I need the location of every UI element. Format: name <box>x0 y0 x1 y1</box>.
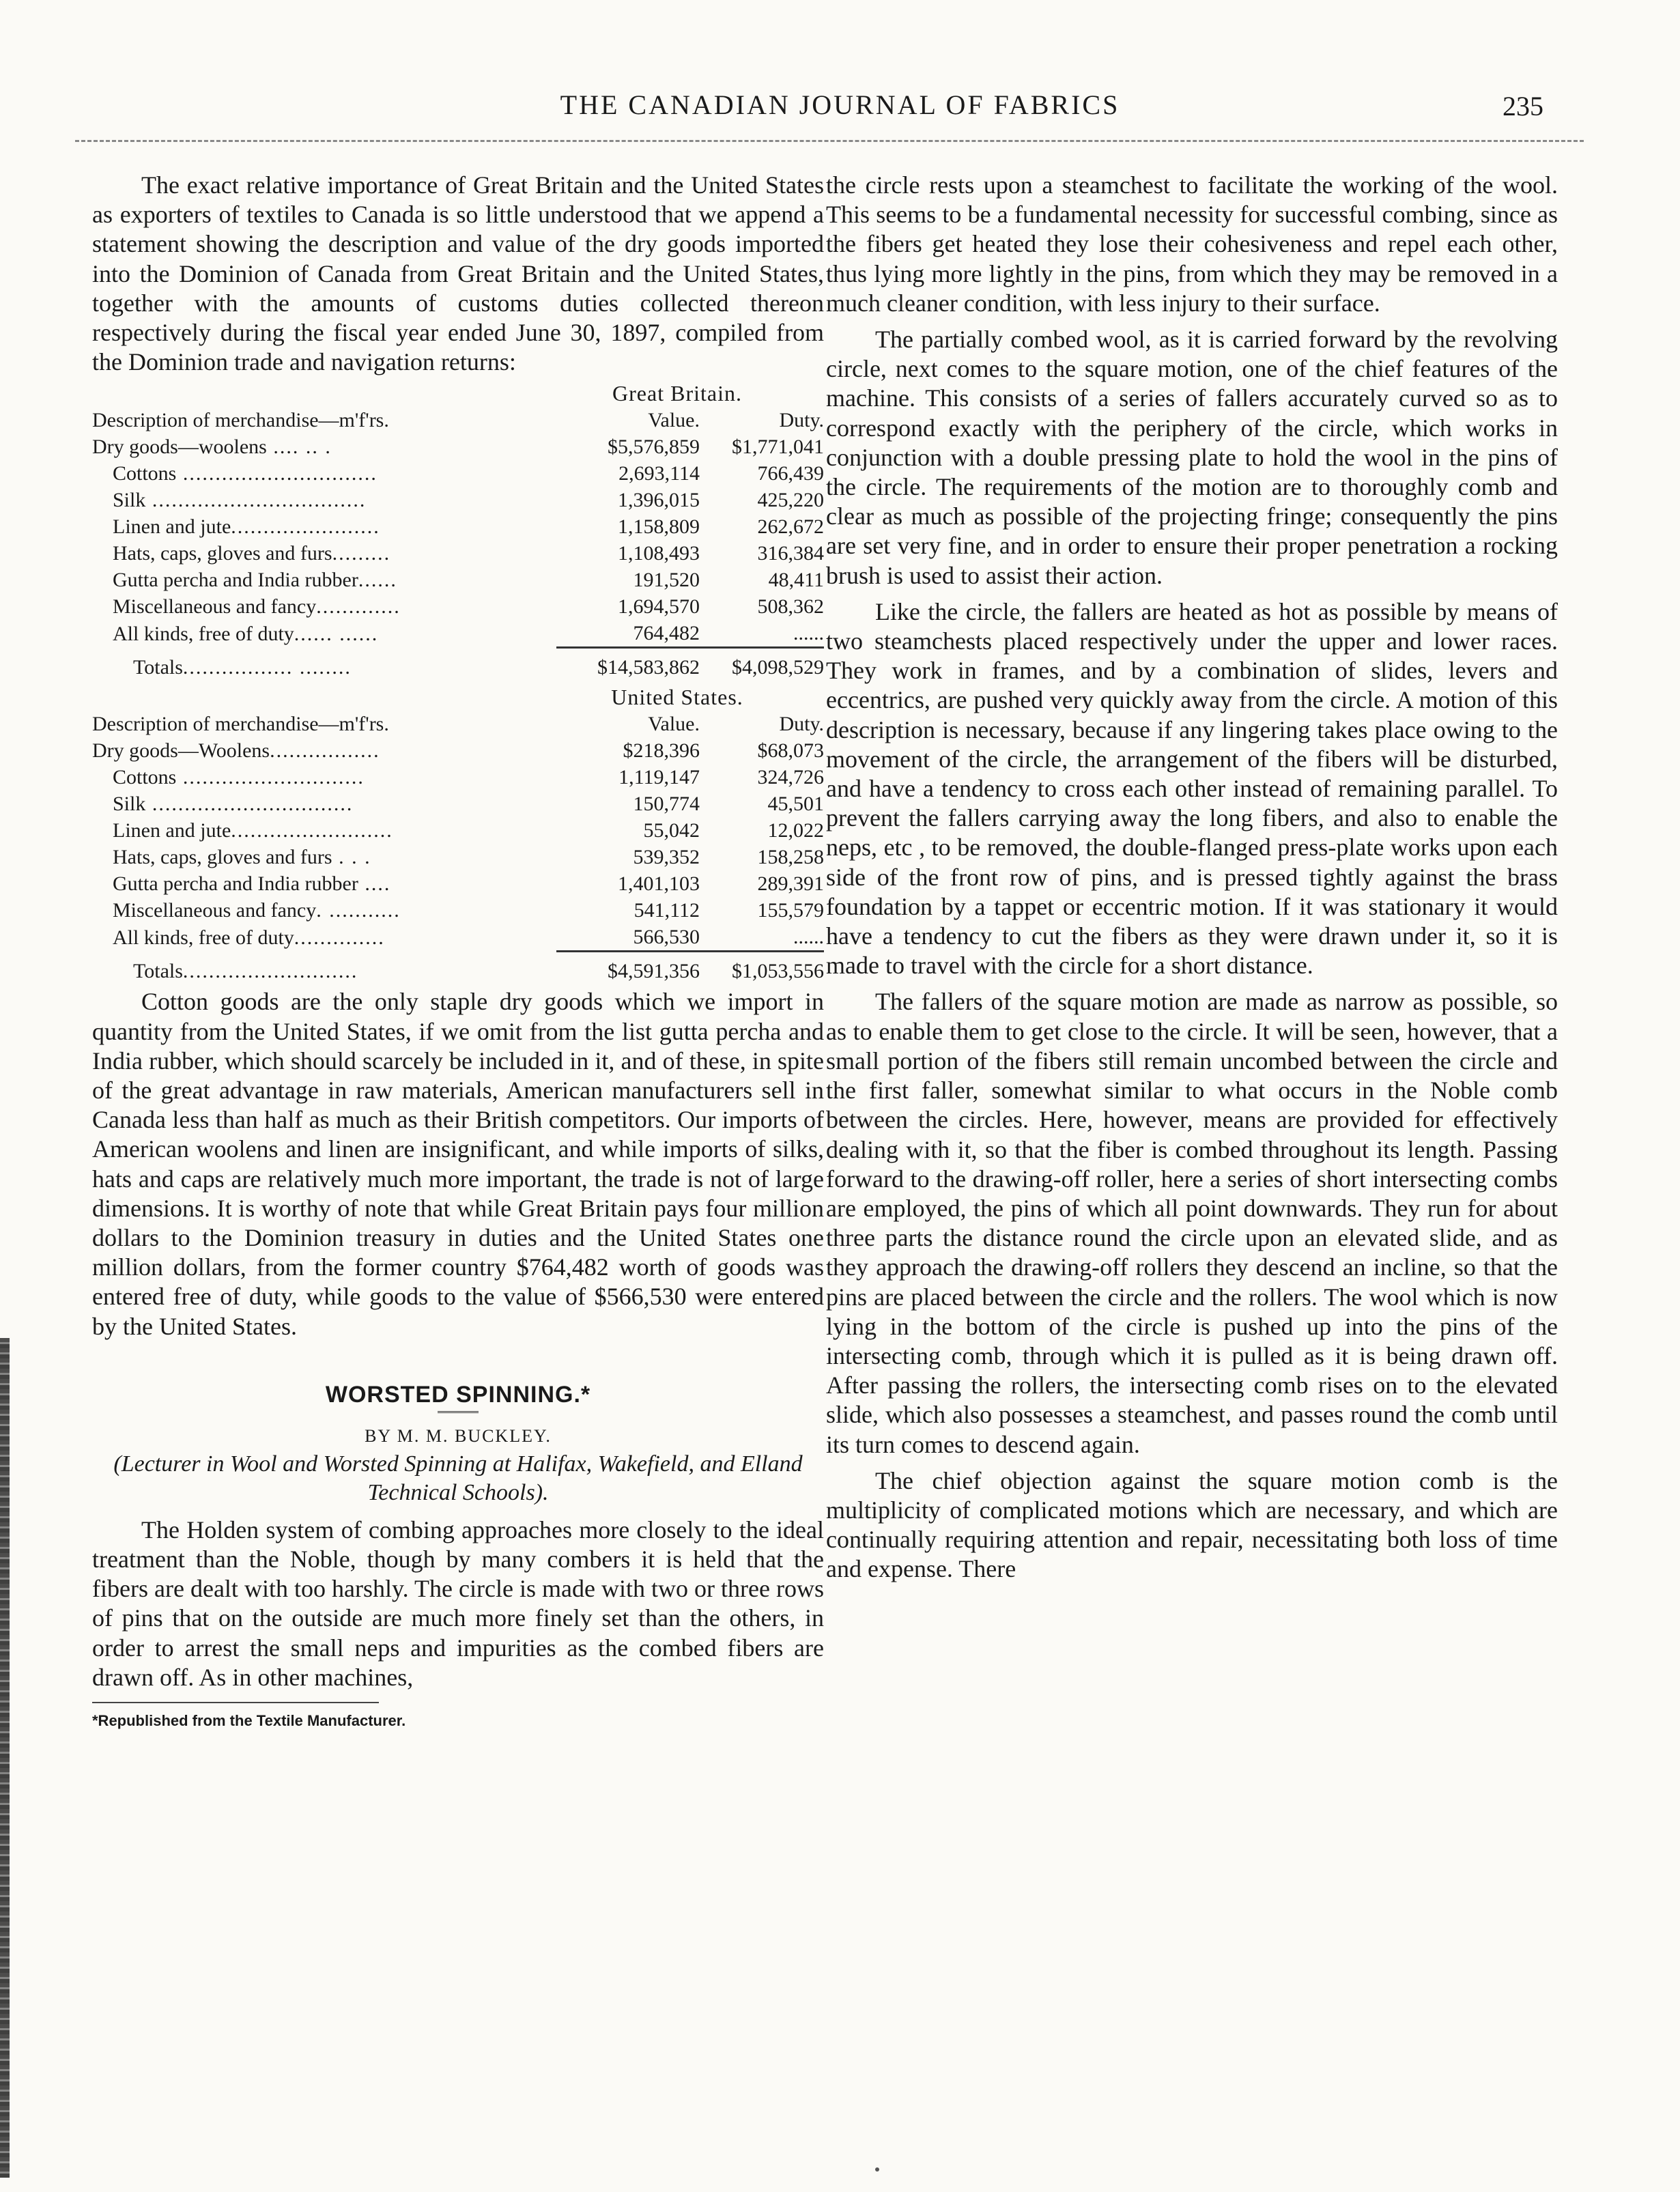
leader-dots: ....................... <box>231 515 380 539</box>
col-value-header: Value. <box>648 713 700 736</box>
row-description <box>92 593 556 620</box>
leader-dots: . . . <box>332 846 371 869</box>
row-description <box>92 487 556 513</box>
total-value: $14,583,862 <box>556 648 713 681</box>
row-label: Miscellaneous and fancy <box>113 899 317 922</box>
footnote: *Republished from the Textile Manufacturer. <box>92 1712 406 1730</box>
table-row <box>92 513 824 540</box>
row-duty: 766,439 <box>757 462 824 485</box>
row-label: Dry goods—woolens <box>92 436 267 459</box>
row-description <box>92 737 556 764</box>
leader-dots: .... <box>358 872 391 896</box>
row-duty: 262,672 <box>757 515 824 539</box>
leader-dots: ............. <box>316 595 401 618</box>
row-label: Cottons <box>113 766 177 789</box>
row-value: 1,108,493 <box>618 542 700 565</box>
table-header-row <box>92 407 824 433</box>
table-row <box>92 870 824 897</box>
leader-dots: ................................. <box>145 489 367 512</box>
leader-dots: ...... <box>358 569 397 592</box>
row-label: Gutta percha and India rubber <box>113 872 358 896</box>
col-duty-header: Duty. <box>779 409 824 432</box>
table-row <box>92 460 824 487</box>
row-duty: $68,073 <box>757 739 824 763</box>
col-value-header: Value. <box>648 409 700 432</box>
table-row <box>92 764 824 791</box>
totals-label: Totals <box>133 959 183 982</box>
article-paragraph: The Holden system of combing approaches more closely to the ideal treatment than the Noble, though by many combers it is held that the fibers are dealt with too harshly. The circle is made with two or three rows of pins that on the outside are much more finely set than the others, in order to arrest the small neps and impurities as the combed fibers are drawn off. As in other machines, <box>92 1515 824 1691</box>
journal-title: THE CANADIAN JOURNAL OF FABRICS <box>560 89 1120 120</box>
article-paragraph: The chief objection against the square motion comb is the multiplicity of complicated motions which are necessary, and which are continually requiring attention and repair, necessitating both loss of time and expense. There <box>826 1466 1558 1583</box>
row-description <box>92 817 556 844</box>
table-row <box>92 567 824 593</box>
row-value: 1,396,015 <box>618 489 700 512</box>
row-label: Hats, caps, gloves and furs <box>113 542 332 565</box>
article-byline: BY M. M. BUCKLEY. <box>365 1425 552 1446</box>
united-states-table <box>92 711 824 984</box>
great-britain-table <box>92 407 824 681</box>
leader-dots: ............................ <box>176 766 365 789</box>
table-row <box>92 487 824 513</box>
row-duty: ...... <box>793 622 824 645</box>
table-row <box>92 791 824 817</box>
row-duty: 508,362 <box>757 595 824 618</box>
leader-dots: ......... <box>332 542 391 565</box>
row-label: Hats, caps, gloves and furs <box>113 846 332 869</box>
row-description <box>92 567 556 593</box>
row-description <box>92 764 556 791</box>
us-country-heading <box>92 683 824 711</box>
leader-dots: .... .. . <box>266 436 332 459</box>
table-row <box>92 620 824 648</box>
row-description <box>92 924 556 952</box>
row-value: 1,401,103 <box>618 872 700 896</box>
page-number: 235 <box>1503 91 1543 122</box>
row-label: Silk <box>113 489 146 512</box>
col-duty-header: Duty. <box>779 713 824 736</box>
leader-dots: ...... ...... <box>294 623 379 646</box>
left-column <box>92 171 824 1735</box>
row-duty: 45,501 <box>767 793 824 816</box>
article-paragraph: the circle rests upon a steamchest to facilitate the working of the wool. This seems to be a fundamental necessity for successful combing, since as the fibers get heated they lose their cohesiveness and repel each other, thus lying more lightly in the pins, from which they may be removed in a much cleaner condition, with less injury to their surface. <box>826 171 1558 317</box>
table-row <box>92 924 824 952</box>
row-duty: $1,771,041 <box>732 436 824 459</box>
row-label: Gutta percha and India rubber <box>113 569 358 592</box>
row-value: 539,352 <box>633 846 700 869</box>
row-duty: 425,220 <box>757 489 824 512</box>
leader-dots: ................. <box>270 739 380 763</box>
row-value: 566,530 <box>633 926 700 949</box>
leader-dots: ........................... <box>182 959 358 982</box>
page-header <box>0 89 1680 137</box>
leader-dots: .............. <box>294 926 385 950</box>
row-value: 55,042 <box>643 819 700 842</box>
totals-row <box>92 952 824 985</box>
heading-divider <box>438 1411 479 1413</box>
row-description <box>92 897 556 924</box>
leader-dots: ................. ........ <box>182 655 352 679</box>
row-value: 1,694,570 <box>618 595 700 618</box>
leader-dots: ............................... <box>145 793 354 816</box>
total-duty: $4,098,529 <box>713 648 824 681</box>
article-paragraph: Like the circle, the fallers are heated as hot as possible by means of two steamchests placed respectively under the upper and lower races. They work in frames, and by a combination of slides, levers and eccentrics, are pushed very quickly away from the circle. A motion of this description is necessary, because if any lingering takes place owing to the movement of the circle, the arrangement of the fibers will be disturbed, and have a tendency to cross each other instead of remaining parallel. To prevent the fallers carrying away the long fibers, and also to enable the neps, etc , to be removed, the double-flanged press-plate works upon each side of the front row of pins, and is pressed tightly against the brass foundation by a tappet or eccentric motion. If it was stationary it would have a tendency to cut the fibers as they were drawn under it, so it is made to travel with the circle for a short distance. <box>826 597 1558 980</box>
row-value: $5,576,859 <box>608 436 700 459</box>
table-row <box>92 593 824 620</box>
row-duty: 324,726 <box>757 766 824 789</box>
trade-comparison-paragraph: Cotton goods are the only staple dry goods which we import in quantity from the United States, if we omit from the list gutta percha and India rubber, which should scarcely be included in it, and of these, in spite of the great advantage in raw materials, American manufacturers sell in Canada less than half as much as their British competitors. Our imports of American woolens and linen are insignificant, and while imports of silks, hats and caps are relatively much more important, the trade is not of large dimensions. It is worthy of note that while Great Britain pays four million dollars to the Dominion treasury in duties and the United States one million dollars, from the former country $764,482 worth of goods was entered free of duty, while goods to the value of $566,530 were entered by the United States. <box>92 988 824 1340</box>
row-label: Miscellaneous and fancy <box>113 595 317 618</box>
row-description <box>92 513 556 540</box>
print-speck <box>875 2167 879 2172</box>
row-description <box>92 620 556 648</box>
totals-row <box>92 648 824 681</box>
row-label: All kinds, free of duty <box>113 926 294 950</box>
row-duty: 316,384 <box>757 542 824 565</box>
article-paragraph: The partially combed wool, as it is carried forward by the revolving circle, next comes to the square motion, one of the chief features of the machine. This consists of a series of fallers accurately curved so as to correspond exactly with the periphery of the circle, which works in conjunction with a double pressing plate to hold the wool in the pins of the circle. The requirements of the motion are to thoroughly comb and clear as much as possible of the projecting fringe; consequently the pins are set very fine, and in order to ensure their proper penetration a rocking brush is used to assist their action. <box>826 326 1558 589</box>
row-value: 1,158,809 <box>618 515 700 539</box>
row-label: Dry goods—Woolens <box>92 739 270 763</box>
row-value: $218,396 <box>623 739 700 763</box>
gb-country-heading <box>92 380 824 407</box>
row-label: Cottons <box>113 462 177 485</box>
row-duty: 155,579 <box>757 899 824 922</box>
row-description <box>92 870 556 897</box>
footnote-rule <box>92 1702 379 1703</box>
author-affiliation: (Lecturer in Wool and Worsted Spinning at Halifax, Wakefield, and Elland Technical Schools). <box>113 1451 803 1505</box>
row-value: 541,112 <box>633 899 700 922</box>
article-heading: WORSTED SPINNING.* <box>325 1381 591 1408</box>
col-desc-header: Description of merchandise—m'f'rs. <box>92 409 389 432</box>
header-rule <box>75 140 1584 142</box>
right-column <box>826 171 1558 1584</box>
row-label: All kinds, free of duty <box>113 623 294 646</box>
table-row <box>92 737 824 764</box>
table-row <box>92 844 824 870</box>
table-row <box>92 540 824 567</box>
totals-label: Totals <box>133 655 183 679</box>
total-duty: $1,053,556 <box>713 952 824 985</box>
col-desc-header: Description of merchandise—m'f'rs. <box>92 713 389 736</box>
row-value: 150,774 <box>633 793 700 816</box>
article-paragraph: The fallers of the square motion are made as narrow as possible, so as to enable them to get close to the circle. It will be seen, however, that a small portion of the fibers still remain uncombed between the circle and the first faller, somewhat similar to what occurs in the Noble comb between the circles. Here, however, means are provided for effectively dealing with it, so that the fiber is combed throughout its length. Passing forward to the drawing-off roller, here a series of short intersecting combs are employed, the pins of which all point downwards. They run for about three parts the distance round the circle upon an elevated slide, and as they approach the drawing-off rollers they descend an incline, so that the pins are placed between the circle and the rollers. The wool which is now lying in the bottom of the circle is pushed up into the pins of the intersecting comb, through which it is pulled as it is being drawn off. After passing the rollers, the intersecting comb rises on to the elevated slide, which also possesses a steamchest, and passes round the comb until its turn comes to descend again. <box>826 988 1558 1458</box>
leader-dots: .............................. <box>176 462 378 485</box>
row-description <box>92 844 556 870</box>
table-row <box>92 817 824 844</box>
row-value: 2,693,114 <box>618 462 700 485</box>
page-binding-edge <box>0 1338 10 2178</box>
us-country-label: United States. <box>611 685 743 710</box>
gb-country-label: Great Britain. <box>612 381 742 406</box>
row-duty: 289,391 <box>757 872 824 896</box>
totals-description <box>92 952 556 985</box>
row-label: Silk <box>113 793 146 816</box>
table-row <box>92 433 824 460</box>
row-value: 1,119,147 <box>618 766 700 789</box>
table-header-row <box>92 711 824 737</box>
total-value: $4,591,356 <box>556 952 713 985</box>
table-row <box>92 897 824 924</box>
row-label: Linen and jute <box>113 819 231 842</box>
row-value: 764,482 <box>633 622 700 645</box>
row-label: Linen and jute <box>113 515 231 539</box>
row-description <box>92 540 556 567</box>
row-description <box>92 433 556 460</box>
row-value: 191,520 <box>633 569 700 592</box>
totals-description <box>92 648 556 681</box>
leader-dots: ......................... <box>231 819 393 842</box>
row-duty: 12,022 <box>767 819 824 842</box>
row-duty: 158,258 <box>757 846 824 869</box>
leader-dots: . ........... <box>316 899 401 922</box>
row-description <box>92 791 556 817</box>
row-description <box>92 460 556 487</box>
intro-paragraph: The exact relative importance of Great Britain and the United States as exporters of textiles to Canada is so little understood that we append a statement showing the description and value of the dry goods imported into the Dominion of Canada from Great Britain and the United States, together with the amounts of customs duties collected thereon respectively during the fiscal year ended June 30, 1897, compiled from the Dominion trade and navigation returns: <box>92 171 824 376</box>
row-duty: ...... <box>793 926 824 949</box>
row-duty: 48,411 <box>768 569 824 592</box>
